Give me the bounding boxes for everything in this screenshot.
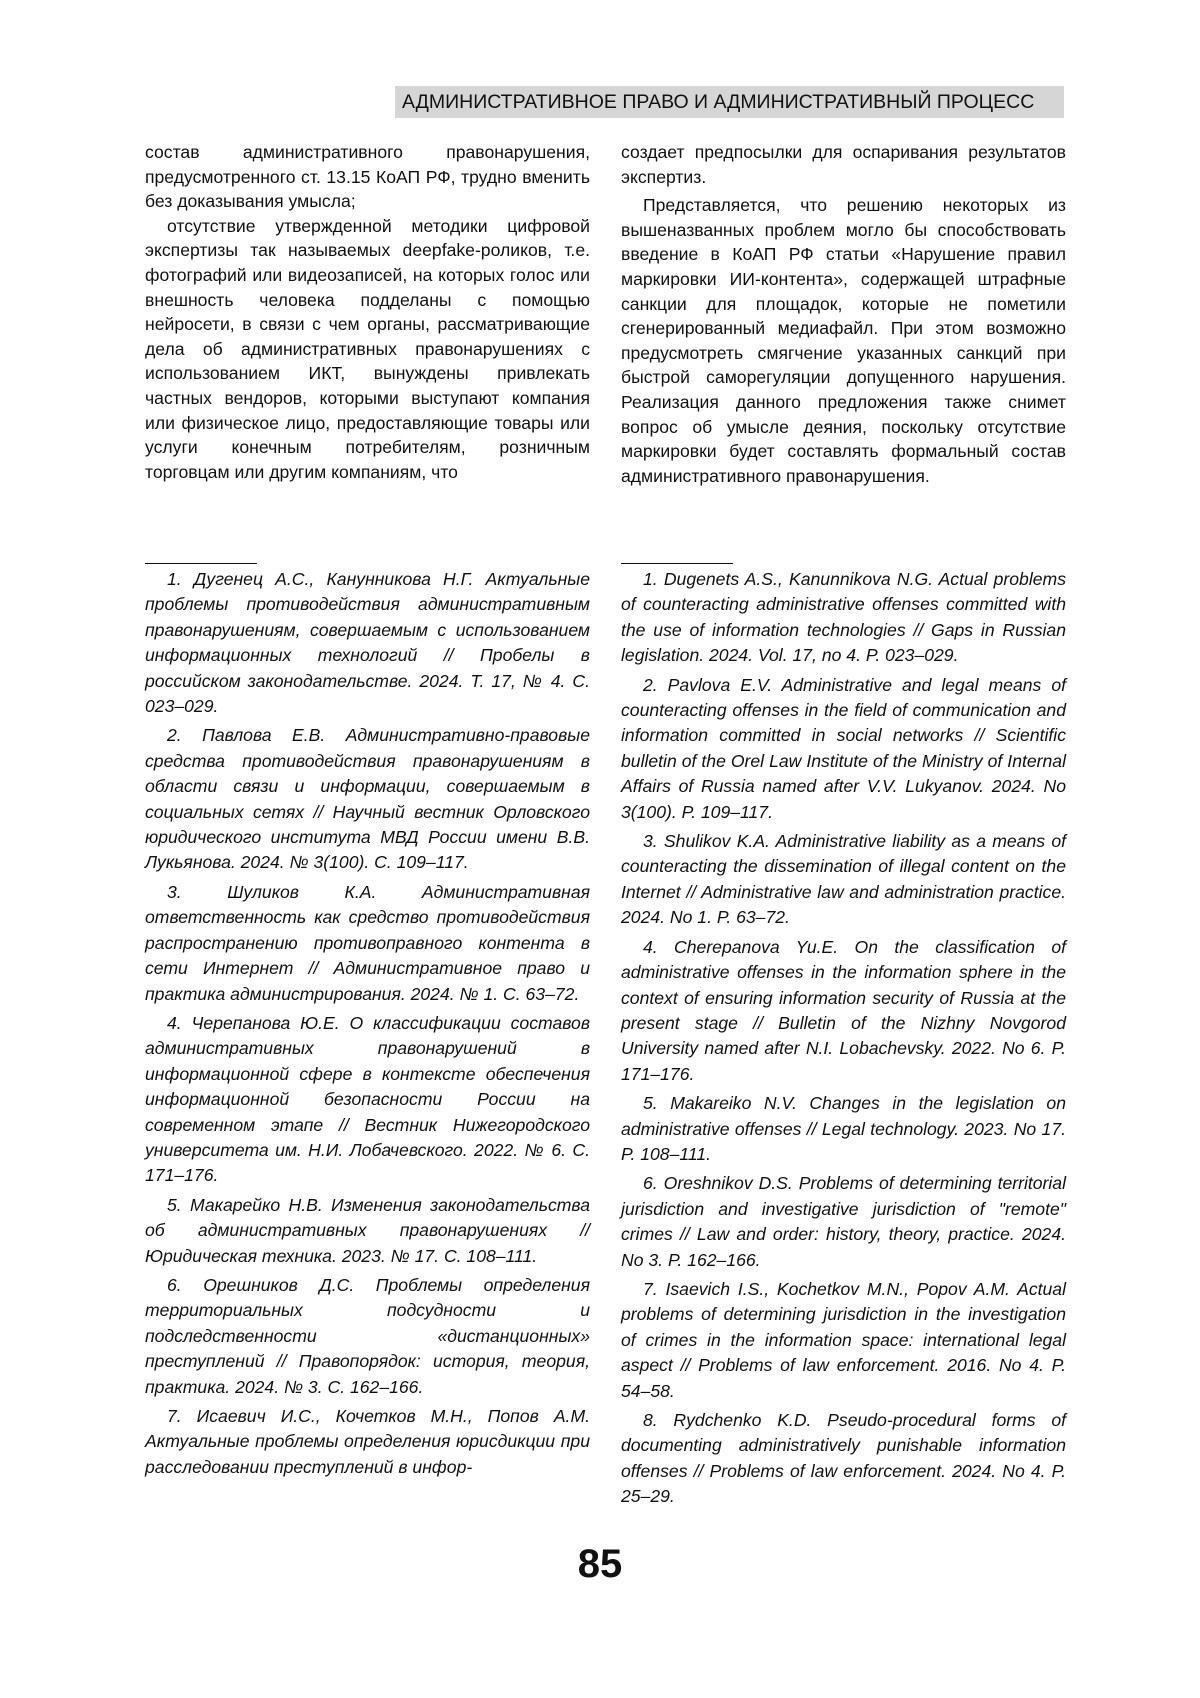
reference-item: 5. Макарейко Н.В. Изменения законодательства об административных правонарушениях // Юридическая техника. 2023. № 17. С. 108–111. <box>145 1194 590 1266</box>
body-paragraph: состав административного правонарушения, предусмотренного ст. 13.15 КоАП РФ, трудно вменить без доказывания умысла; <box>145 142 590 212</box>
reference-item: 2. Павлова Е.В. Административно-правовые средства противодействия правонарушениям в области связи и информации, совершаемым в социальных сетях // Научный вестник Орловского юридического института МВД России имени В.В. Лукьянова. 2024. № 3(100). С. 109–117. <box>145 725 590 873</box>
reference-item: 5. Makareiko N.V. Changes in the legislation on administrative offenses // Legal technology. 2023. No 17. P. 108–111. <box>621 1093 1066 1164</box>
reference-item: 4. Cherepanova Yu.E. On the classification of administrative offenses in the information sphere in the context of ensuring information security of Russia at the present stage // Bulletin of the Nizhny Novgorod University named after N.I. Lobachevsky. 2022. No 6. P. 171–176. <box>621 936 1066 1084</box>
references-russian <box>145 567 590 1484</box>
reference-item: 2. Pavlova E.V. Administrative and legal means of counteracting offenses in the field of communication and information committed in social networks // Scientific bulletin of the Orel Law Institute of the Ministry of Internal Affairs of Russia named after V.V. Lukyanov. 2024. No 3(100). P. 109–117. <box>621 674 1066 822</box>
reference-item: 8. Rydchenko K.D. Pseudo-procedural forms of documenting administratively punishable information offenses // Problems of law enforcement. 2024. No 4. P. 25–29. <box>621 1410 1066 1507</box>
page-number: 85 <box>577 1542 623 1586</box>
reference-item: 4. Черепанова Ю.Е. О классификации составов административных правонарушений в информационной сфере в контексте обеспечения информационной безопасности России на современном этапе // Вестник Нижегородского университета им. Н.И. Лобачевского. 2022. № 6. С. 171–176. <box>145 1012 590 1186</box>
reference-item: 7. Исаевич И.С., Кочетков М.Н., Попов А.М. Актуальные проблемы определения юрисдикции при расследовании преступлений в инфор- <box>145 1406 590 1477</box>
reference-item: 3. Shulikov K.A. Administrative liability as a means of counteracting the dissemination of illegal content on the Internet // Administrative law and administration practice. 2024. No 1. P. 63–72. <box>621 831 1066 928</box>
reference-item: 6. Орешников Д.С. Проблемы определения территориальных подсудности и подследственности «дистанционных» преступлений // Правопорядок: история, теория, практика. 2024. № 3. С. 162–166. <box>145 1274 590 1397</box>
body-paragraph: создает предпосылки для оспаривания результатов экспертиз. <box>621 142 1066 187</box>
reference-item: 1. Дугенец А.С., Канунникова Н.Г. Актуальные проблемы противодействия административным правонарушениям, совершаемым с использованием информационных технологий // Пробелы в российском законодательстве. 2024. Т. 17, № 4. С. 023–029. <box>145 569 590 717</box>
body-paragraph: Представляется, что решению некоторых из вышеназванных проблем могло бы способствовать введение в КоАП РФ статьи «Нарушение правил маркировки ИИ-контента», содержащей штрафные санкции для площадок, которые не пометили сгенерированный медиафайл. При этом возможно предусмотреть смягчение указанных санкций при быстрой саморегуляции допущенного нарушения. Реализация данного предложения также снимет вопрос об умысле деяния, поскольку отсутствие маркировки будет составлять формальный состав административного правонарушения. <box>621 195 1066 486</box>
reference-item: 3. Шуликов К.А. Административная ответственность как средство противодействия распространению противоправного контента в сети Интернет // Административное право и практика администрирования. 2024. № 1. С. 63–72. <box>145 881 590 1004</box>
body-paragraph: отсутствие утвержденной методики цифровой экспертизы так называемых deepfake-роликов, т.е. фотографий или видеозаписей, на которых голос или внешность человека подделаны с помощью нейросети, в связи с чем органы, рассматривающие дела об административных правонарушениях с использованием ИКТ, вынуждены привлекать частных вендоров, которыми выступают компания или физическое лицо, предоставляющие товары или услуги конечным потребителям, розничным торговцам или другим компаниям, что <box>145 215 590 482</box>
references-english <box>621 567 1066 1514</box>
footnote-separator-left <box>145 563 257 564</box>
reference-item: 6. Oreshnikov D.S. Problems of determining territorial jurisdiction and investigative jurisdiction of "remote" crimes // Law and order: history, theory, practice. 2024. No 3. P. 162–166. <box>621 1173 1066 1270</box>
body-column-left <box>145 140 590 484</box>
footnote-separator-right <box>621 563 733 564</box>
body-column-right <box>621 140 1066 488</box>
reference-item: 1. Dugenets A.S., Kanunnikova N.G. Actual problems of counteracting administrative offenses committed with the use of information technologies // Gaps in Russian legislation. 2024. Vol. 17, no 4. P. 023–029. <box>621 569 1066 666</box>
reference-item: 7. Isaevich I.S., Kochetkov M.N., Popov A.M. Actual problems of determining jurisdiction in the investigation of crimes in the information space: international legal aspect // Problems of law enforcement. 2016. No 4. P. 54–58. <box>621 1278 1066 1401</box>
running-header-title: АДМИНИСТРАТИВНОЕ ПРАВО И АДМИНИСТРАТИВНЫЙ ПРОЦЕСС <box>402 91 1035 113</box>
